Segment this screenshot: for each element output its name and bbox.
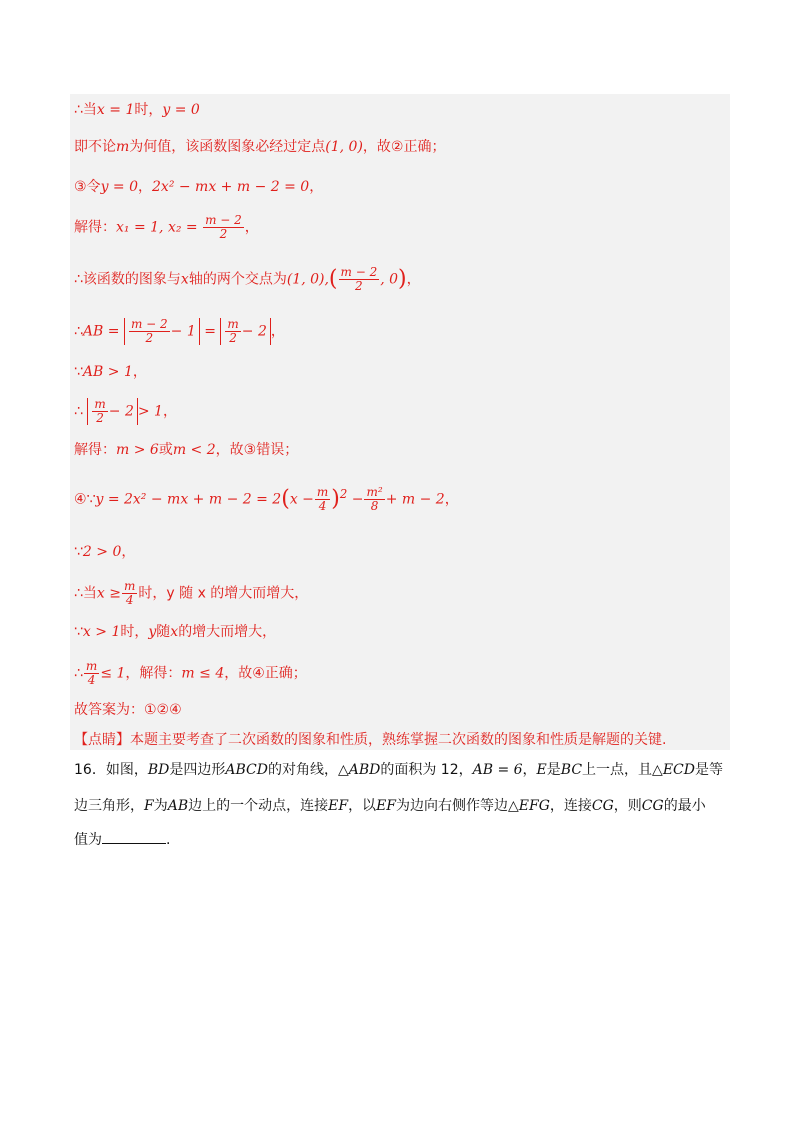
solution-line-2: 即不论m为何值，该函数图象必经过定点(1, 0)，故②正确； [74,139,446,155]
question-16-line-3: 值为 . [74,832,171,848]
solution-line-13: ∵x > 1时，y随x的增大而增大， [74,624,277,640]
fraction: $\frac{m - 2}{2}$ [205,213,242,241]
solution-line-9: 解得：m > 6或m < 2，故③错误； [74,442,299,458]
question-16-line-1: 16．如图，BD是四边形ABCD的对角线，△ABD的面积为 12，AB = 6，E是BC上一点，且△ECD是等 [74,762,723,778]
solution-line-6: ∴AB = $\frac{m - 2}{2}$ − 1 = $\frac{m}{2}$ − 2 ， [74,317,285,345]
answer-blank[interactable] [102,843,166,844]
solution-line-7: ∵AB > 1， [74,364,147,380]
solution-line-8: ∴ $\frac{m}{2}$ − 2 > 1， [74,397,177,425]
solution-line-10: ④∵y = 2x² − mx + m − 2 = 2(x − $\frac{m}{4}$ )$^2$ − $\frac{\text{m²}}{8}$ + m − 2， [74,485,459,514]
absolute-value: $\frac{m}{2}$ − 2 [220,318,270,345]
fraction: $\frac{m - 2}{2}$ [340,265,378,293]
solution-line-3: ③令y = 0，2x² − mx + m − 2 = 0， [74,179,324,195]
solution-line-12: ∴当x ≥ $\frac{m}{4}$ 时，y 随 x 的增大而增大， [74,579,309,607]
question-16-line-2: 边三角形，F为AB边上的一个动点，连接EF，以EF为边向右侧作等边△EFG，连接CG，则CG的最小 [74,798,706,814]
solution-line-11: ∵2 > 0， [74,544,136,560]
absolute-value: $\frac{m - 2}{2}$ − 1 [124,318,200,345]
answer-line: 故答案为：①②④ [74,702,182,718]
solution-line-4: 解得：x₁ = 1, x₂ = $\frac{m - 2}{2}$ ， [74,213,259,241]
solution-line-1: ∴当x = 1时，y = 0 [74,102,200,118]
absolute-value: $\frac{m}{2}$ − 2 [87,398,137,425]
solution-line-5: ∴该函数的图象与x轴的两个交点为(1, 0),( $\frac{m - 2}{2}$ , 0)， [74,265,421,293]
solution-line-14: ∴ $\frac{m}{4}$ ≤ 1，解得：m ≤ 4，故④正确； [74,659,307,687]
comment-line: 【点睛】本题主要考查了二次函数的图象和性质，熟练掌握二次函数的图象和性质是解题的关键. [74,732,667,748]
